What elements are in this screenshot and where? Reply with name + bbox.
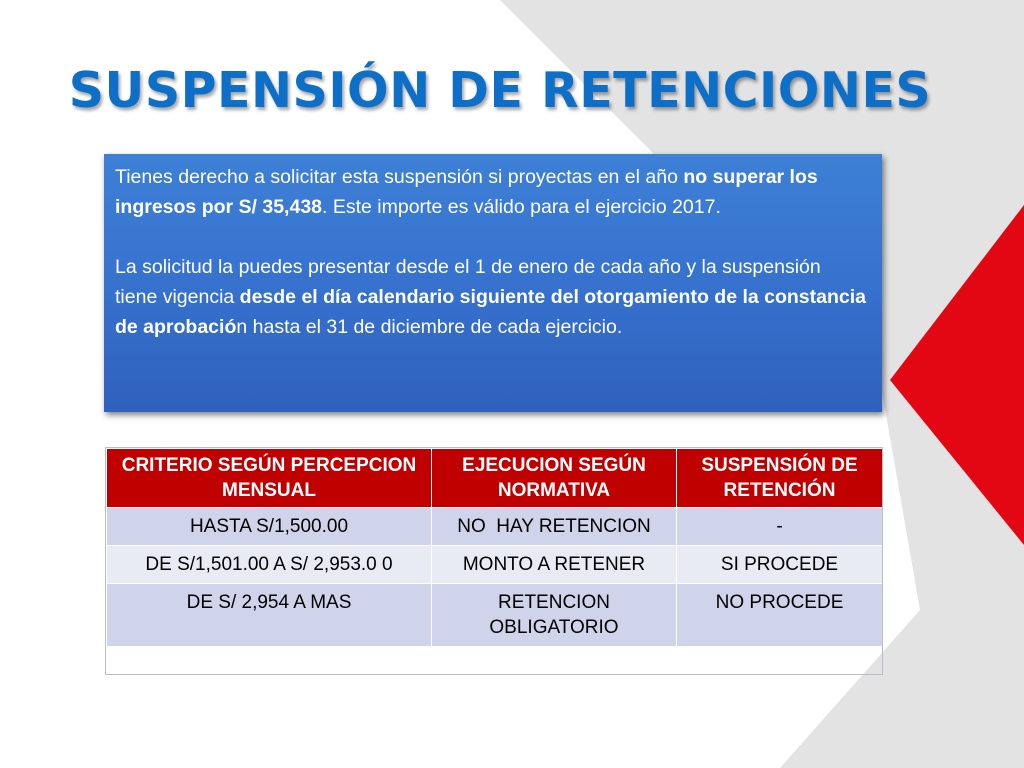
validity-text-start: La solicitud la puedes presentar desde el 1 de enero de cada año y la suspensión tiene vigencia [115,256,821,308]
info-paragraph-validity [115,252,868,342]
cell-ejecucion: NO HAY RETENCION [432,508,677,546]
table-row [107,546,883,584]
eligibility-text-start: Tienes derecho a solicitar esta suspensión si proyectas en el año [115,166,684,188]
criteria-table [106,448,883,647]
cell-suspension: NO PROCEDE [677,584,883,647]
cell-ejecucion: RETENCION OBLIGATORIO [432,584,677,647]
cell-criterio: DE S/1,501.00 A S/ 2,953.0 0 [107,546,432,584]
cell-suspension: SI PROCEDE [677,546,883,584]
cell-criterio: HASTA S/1,500.00 [107,508,432,546]
validity-text-end: n hasta el 31 de diciembre de cada ejercicio. [236,316,623,338]
eligibility-income-limit: no superar los ingresos por S/ 35,438 [115,166,818,218]
table-row [107,508,883,546]
eligibility-text-end: . Este importe es válido para el ejercicio 2017. [322,196,721,218]
cell-ejecucion: MONTO A RETENER [432,546,677,584]
cell-criterio: DE S/ 2,954 A MAS [107,584,432,647]
validity-period-bold: desde el día calendario siguiente del otorgamiento de la constancia de aprobació [115,286,867,338]
table-header-row [107,449,883,508]
header-suspension: SUSPENSIÓN DE RETENCIÓN [677,449,883,508]
slide-title: SUSPENSIÓN DE RETENCIONES [68,62,932,119]
header-criterio: CRITERIO SEGÚN PERCEPCION MENSUAL [107,449,432,508]
table-row [107,584,883,647]
info-box [104,154,882,412]
cell-suspension: - [677,508,883,546]
header-ejecucion: EJECUCION SEGÚN NORMATIVA [432,449,677,508]
info-paragraph-eligibility [115,162,868,222]
